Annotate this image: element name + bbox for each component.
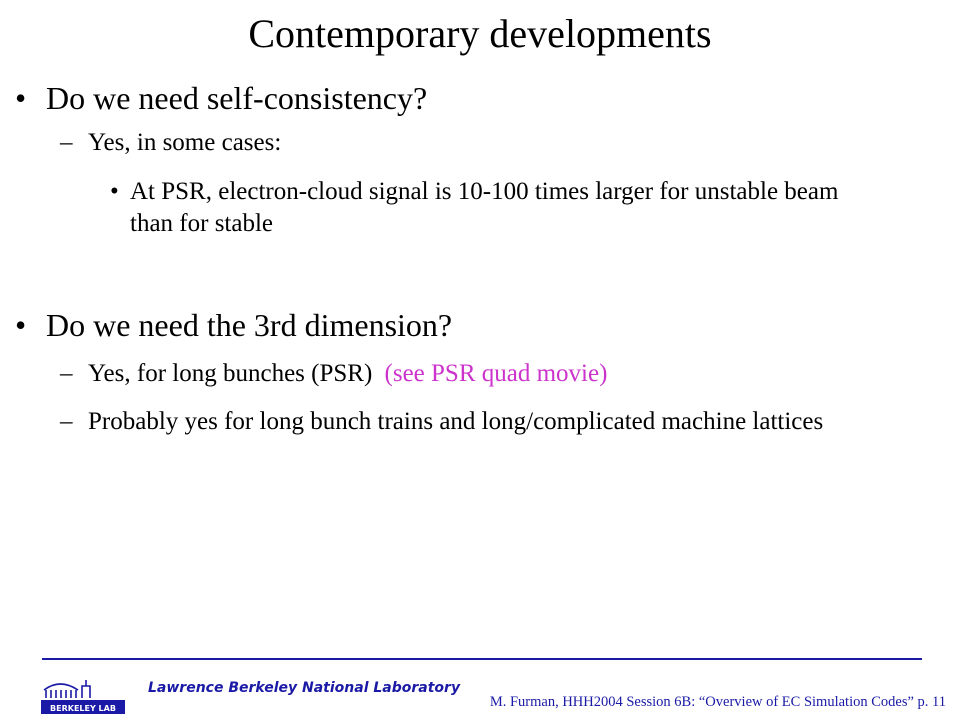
subbullet-long-bunches [88, 358, 607, 390]
slide-title: Contemporary developments [248, 11, 712, 56]
lab-name: Lawrence Berkeley National Laboratory [148, 680, 461, 696]
footer-divider [42, 658, 922, 660]
subbullet-long-bunches-text: Yes, for long bunches (PSR) [88, 360, 373, 387]
dash-marker: – [60, 408, 73, 435]
dash-marker: – [60, 129, 73, 156]
slide-citation: M. Furman, HHH2004 Session 6B: “Overview of EC Simulation Codes” p. 11 [489, 694, 946, 710]
svg-text:BERKELEY LAB: BERKELEY LAB [50, 704, 116, 713]
dash-marker: – [60, 360, 73, 387]
subbullet-yes-some-cases: Yes, in some cases: [88, 129, 282, 156]
bullet-self-consistency: Do we need self-consistency? [46, 80, 428, 116]
bullet-3rd-dimension: Do we need the 3rd dimension? [46, 307, 453, 343]
bullet-marker: • [15, 307, 27, 343]
bullet-marker: • [110, 178, 119, 205]
psr-quad-movie-link[interactable]: (see PSR quad movie) [384, 360, 608, 387]
subbullet-bunch-trains: Probably yes for long bunch trains and long/complicated machine lattices [88, 408, 824, 435]
berkeley-lab-logo [40, 670, 126, 716]
bullet-marker: • [15, 80, 27, 116]
subsubbullet-psr-signal: At PSR, electron-cloud signal is 10-100 times larger for unstable beam than for stable [130, 178, 839, 237]
